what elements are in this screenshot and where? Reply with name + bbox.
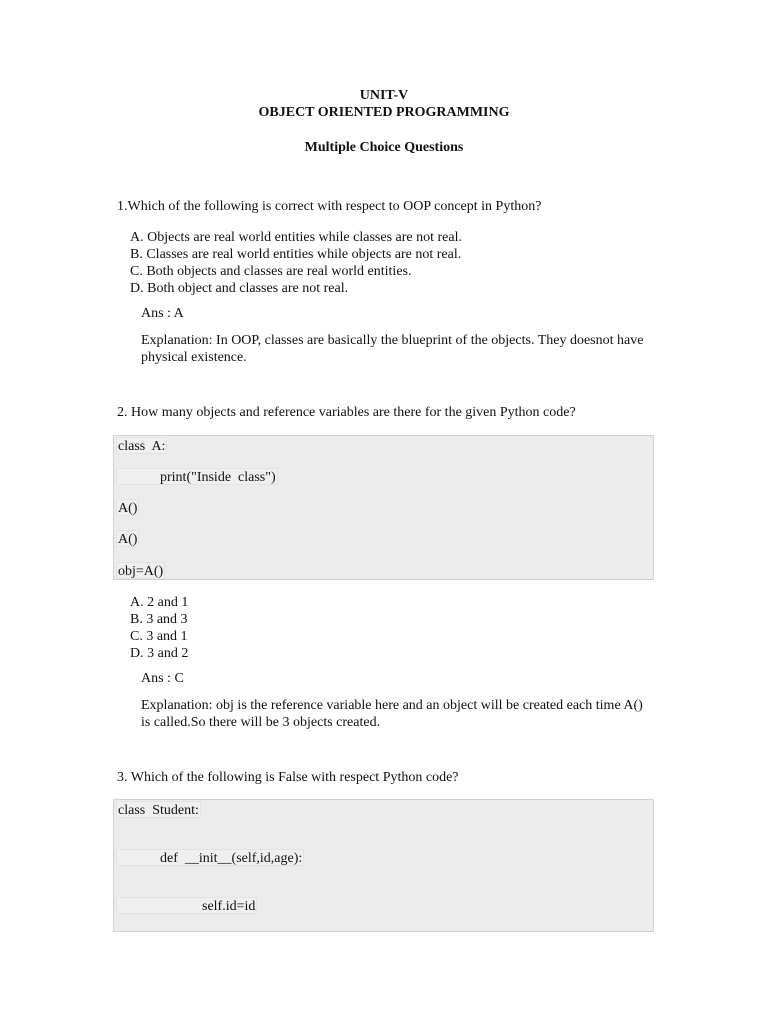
- code-line: class A:: [118, 439, 166, 454]
- options-list: [130, 229, 462, 297]
- code-line: def __init__(self,id,age):: [118, 851, 303, 866]
- option-d: D. Both object and classes are not real.: [130, 281, 349, 296]
- option-b: B. Classes are real world entities while objects are not real.: [130, 247, 462, 262]
- option-c: C. Both objects and classes are real world entities.: [130, 264, 412, 279]
- code-line: class Student:: [118, 803, 199, 818]
- option-a: A. Objects are real world entities while classes are not real.: [130, 230, 462, 245]
- code-block: [113, 799, 654, 932]
- code-line: obj=A(): [118, 564, 164, 579]
- options-list: [130, 594, 188, 662]
- code-line: print("Inside class"): [118, 470, 276, 485]
- answer: Ans : A: [141, 306, 184, 321]
- code-block: [113, 435, 654, 580]
- code-line: A(): [118, 532, 138, 547]
- section-title: Multiple Choice Questions: [304, 140, 464, 155]
- code-line: A(): [118, 501, 138, 516]
- option-c: C. 3 and 1: [130, 629, 188, 644]
- option-d: D. 3 and 2: [130, 646, 189, 661]
- answer: Ans : C: [141, 671, 184, 686]
- question-text: 2. How many objects and reference variables are there for the given Python code?: [117, 405, 576, 420]
- explanation: Explanation: obj is the reference variable here and an object will be created each time A() is called.So there will be 3 objects created.: [141, 698, 643, 730]
- explanation: Explanation: In OOP, classes are basically the blueprint of the objects. They doesnot have physical existence.: [141, 333, 644, 365]
- question-text: 1.Which of the following is correct with respect to OOP concept in Python?: [117, 199, 542, 214]
- unit-title: UNIT-V: [359, 88, 409, 103]
- subject-title: OBJECT ORIENTED PROGRAMMING: [258, 105, 510, 120]
- option-a: A. 2 and 1: [130, 595, 189, 610]
- question-text: 3. Which of the following is False with respect Python code?: [117, 770, 459, 785]
- option-b: B. 3 and 3: [130, 612, 188, 627]
- code-line: self.id=id: [118, 899, 256, 914]
